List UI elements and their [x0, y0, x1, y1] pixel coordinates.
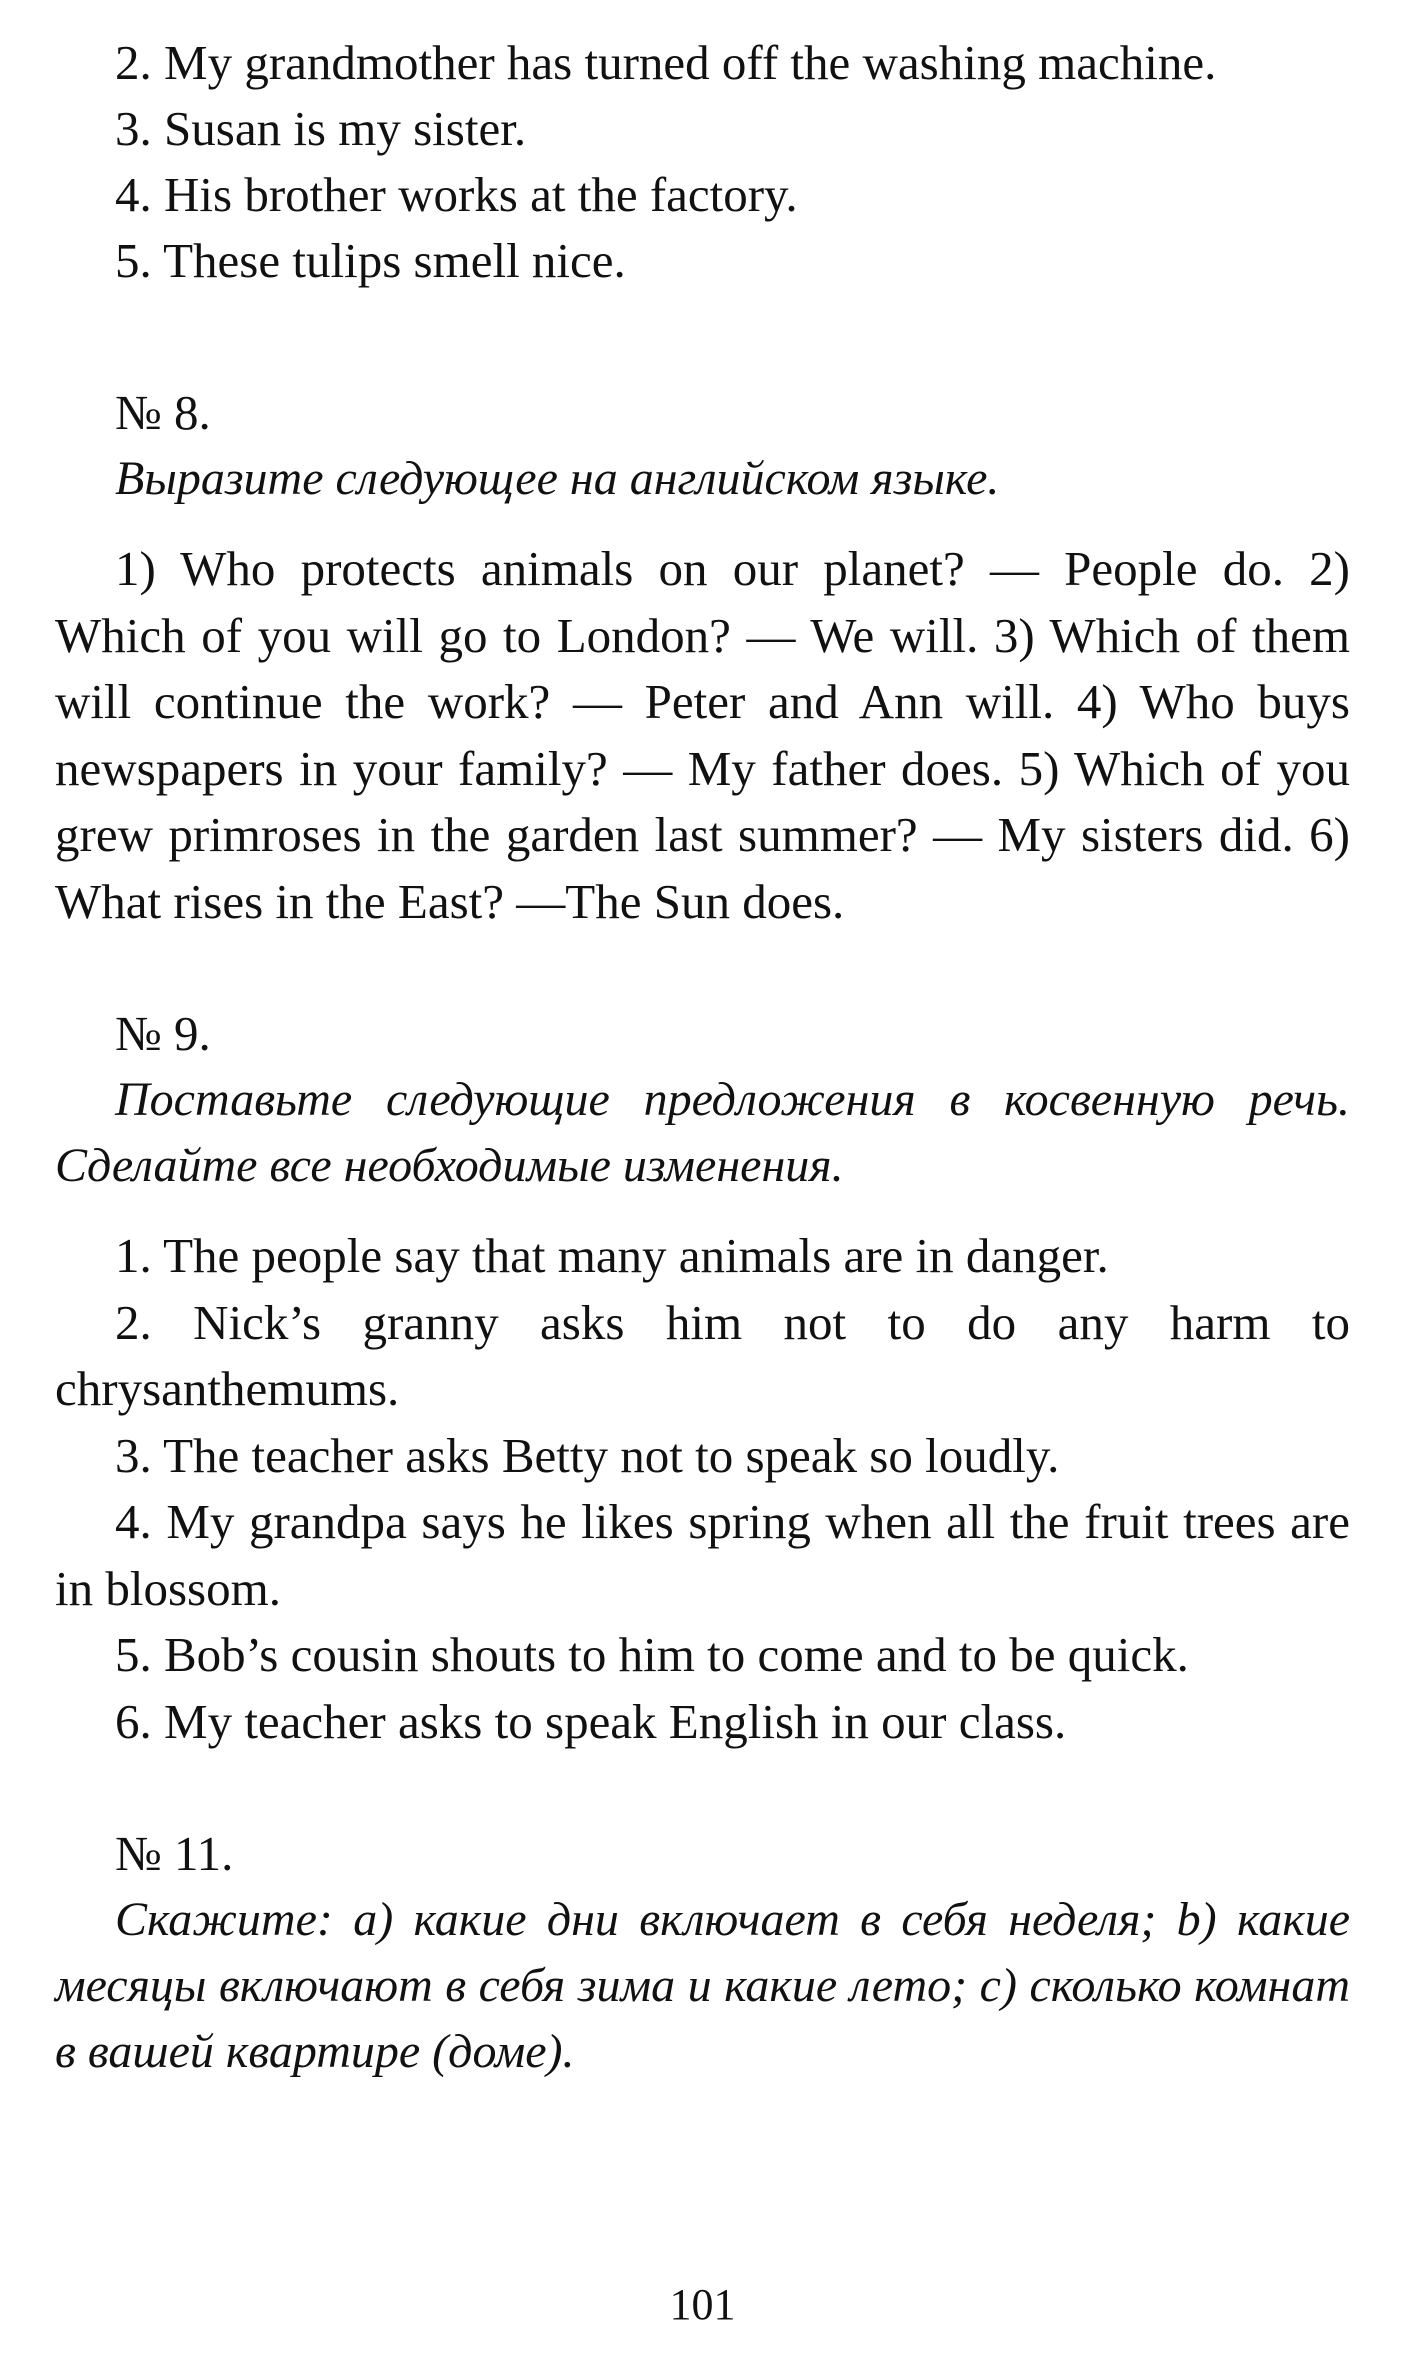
list-item: 1. The people say that many animals are in danger.	[115, 1228, 1109, 1283]
exercise-8-number: № 8.	[115, 385, 211, 440]
page-content	[55, 30, 1350, 2085]
exercise-8-task: Выразите следующее на английском языке.	[115, 452, 1000, 505]
list-item: 4. My grandpa says he likes spring when all the fruit trees are in blossom.	[55, 1494, 1350, 1616]
exercise-9-task: Поставьте следующие предложения в косвенную речь. Сделайте все необходимые изменения.	[55, 1073, 1350, 1192]
list-item: 5. Bob’s cousin shouts to him to come and to be quick.	[115, 1627, 1189, 1682]
exercise-8-answer: 1) Who protects animals on our planet? — People do. 2) Which of you will go to London? — We will. 3) Which of them will continue the work? — Peter and Ann will. 4) Who buys newspapers in your family? — My father does. 5) Which of you grew primroses in the garden last summer? — My sisters did. 6) What rises in the East? —The Sun does.	[55, 541, 1350, 929]
exercise-11-number: № 11.	[115, 1826, 234, 1881]
page-number: 101	[669, 2280, 736, 2329]
list-item: 2. My grandmother has turned off the washing machine.	[115, 35, 1217, 90]
list-item: 4. His brother works at the factory.	[115, 167, 798, 222]
list-item: 6. My teacher asks to speak English in our class.	[115, 1693, 1067, 1749]
exercise-9-number: № 9.	[115, 1006, 211, 1061]
list-item: 5. These tulips smell nice.	[115, 233, 626, 288]
list-item: 3. Susan is my sister.	[115, 101, 527, 156]
exercise-11-task: Скажите: a) какие дни включает в себя неделя; b) какие месяцы включают в себя зима и какие лето; c) сколько комнат в вашей квартире (доме).	[55, 1893, 1350, 2078]
list-item: 2. Nick’s granny asks him not to do any harm to chrysanthemums.	[55, 1294, 1350, 1416]
list-item: 3. The teacher asks Betty not to speak so loudly.	[115, 1427, 1060, 1483]
